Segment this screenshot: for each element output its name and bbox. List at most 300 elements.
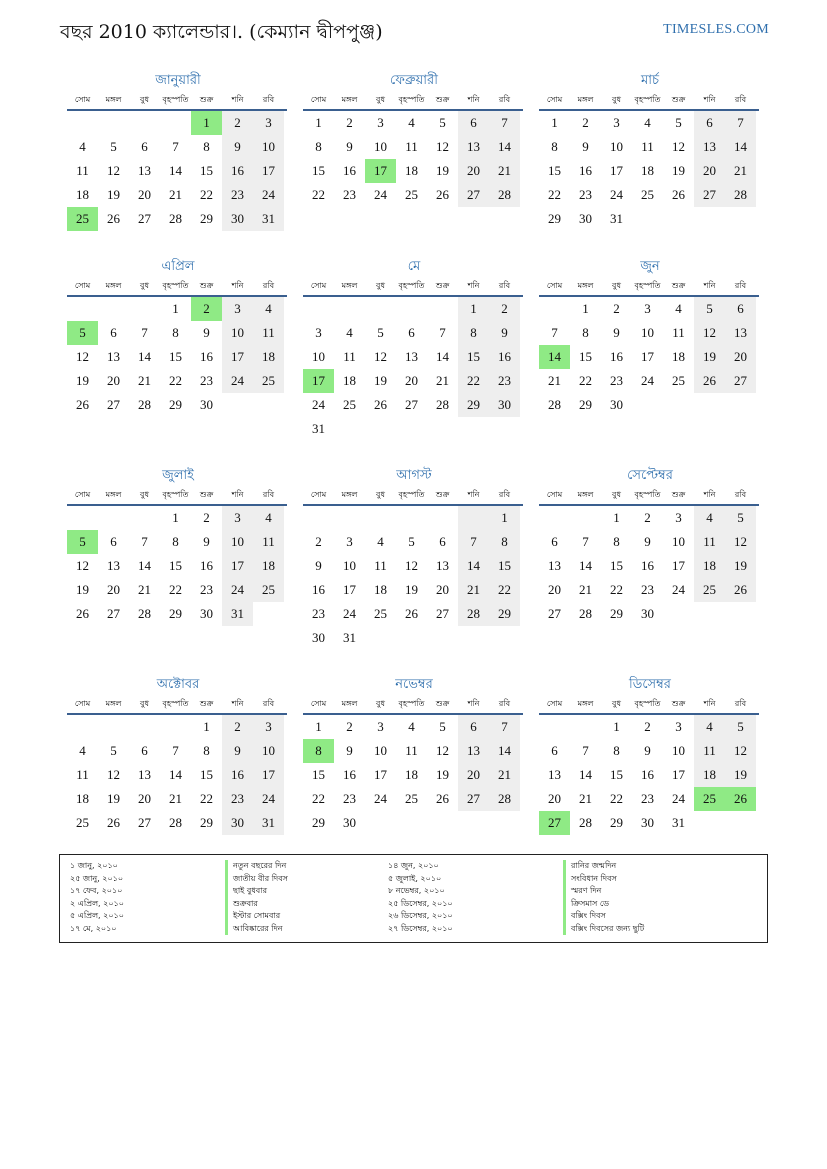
day-cell[interactable]: 6 — [694, 111, 725, 135]
day-cell[interactable]: 15 — [169, 349, 182, 364]
day-cell[interactable]: 29 — [489, 602, 520, 626]
day-cell[interactable]: 1 — [458, 297, 489, 321]
day-cell[interactable]: 28 — [579, 606, 592, 621]
day-cell[interactable]: 22 — [169, 582, 182, 597]
day-cell[interactable]: 16 — [222, 763, 253, 787]
day-cell[interactable]: 7 — [725, 111, 756, 135]
day-cell[interactable]: 26 — [76, 606, 89, 621]
day-cell[interactable]: 30 — [222, 811, 253, 835]
day-cell[interactable]: 14 — [169, 163, 182, 178]
day-cell[interactable]: 23 — [610, 373, 623, 388]
day-cell[interactable]: 18 — [405, 767, 418, 782]
day-cell[interactable]: 21 — [169, 791, 182, 806]
day-cell[interactable]: 18 — [76, 791, 89, 806]
day-cell[interactable]: 27 — [107, 397, 120, 412]
day-cell[interactable]: 3 — [675, 510, 682, 525]
day-cell[interactable]: 16 — [200, 558, 213, 573]
day-cell[interactable]: 20 — [436, 582, 449, 597]
day-cell[interactable]: 2 — [644, 510, 651, 525]
day-cell[interactable]: 27 — [539, 811, 570, 835]
day-cell[interactable]: 25 — [67, 207, 98, 231]
day-cell[interactable]: 24 — [222, 578, 253, 602]
day-cell[interactable]: 9 — [644, 534, 651, 549]
day-cell[interactable]: 29 — [458, 393, 489, 417]
day-cell[interactable]: 5 — [110, 743, 117, 758]
day-cell[interactable]: 10 — [672, 534, 685, 549]
day-cell[interactable]: 10 — [672, 743, 685, 758]
day-cell[interactable]: 31 — [312, 421, 325, 436]
day-cell[interactable]: 17 — [672, 558, 685, 573]
day-cell[interactable]: 24 — [374, 187, 387, 202]
day-cell[interactable]: 16 — [641, 558, 654, 573]
day-cell[interactable]: 19 — [76, 373, 89, 388]
day-cell[interactable]: 27 — [458, 787, 489, 811]
day-cell[interactable]: 15 — [200, 163, 213, 178]
day-cell[interactable]: 12 — [436, 743, 449, 758]
day-cell[interactable]: 9 — [489, 321, 520, 345]
day-cell[interactable]: 4 — [79, 139, 86, 154]
day-cell[interactable]: 27 — [725, 369, 756, 393]
day-cell[interactable]: 24 — [312, 397, 325, 412]
day-cell[interactable]: 5 — [67, 530, 98, 554]
day-cell[interactable]: 17 — [374, 767, 387, 782]
day-cell[interactable]: 8 — [582, 325, 589, 340]
day-cell[interactable]: 24 — [222, 369, 253, 393]
day-cell[interactable]: 24 — [672, 791, 685, 806]
day-cell[interactable]: 23 — [641, 582, 654, 597]
day-cell[interactable]: 10 — [374, 743, 387, 758]
day-cell[interactable]: 10 — [312, 349, 325, 364]
day-cell[interactable]: 25 — [374, 606, 387, 621]
day-cell[interactable]: 22 — [610, 791, 623, 806]
day-cell[interactable]: 10 — [610, 139, 623, 154]
day-cell[interactable]: 2 — [346, 719, 353, 734]
day-cell[interactable]: 13 — [107, 558, 120, 573]
day-cell[interactable]: 21 — [489, 159, 520, 183]
day-cell[interactable]: 18 — [641, 163, 654, 178]
day-cell[interactable]: 29 — [610, 606, 623, 621]
day-cell[interactable]: 12 — [694, 321, 725, 345]
day-cell[interactable]: 17 — [343, 582, 356, 597]
day-cell[interactable]: 7 — [172, 743, 179, 758]
day-cell[interactable]: 3 — [315, 325, 322, 340]
day-cell[interactable]: 5 — [439, 115, 446, 130]
day-cell[interactable]: 16 — [489, 345, 520, 369]
day-cell[interactable]: 26 — [436, 791, 449, 806]
day-cell[interactable]: 10 — [343, 558, 356, 573]
day-cell[interactable]: 30 — [489, 393, 520, 417]
day-cell[interactable]: 27 — [107, 606, 120, 621]
day-cell[interactable]: 21 — [548, 373, 561, 388]
day-cell[interactable]: 8 — [172, 534, 179, 549]
day-cell[interactable]: 5 — [725, 715, 756, 739]
day-cell[interactable]: 6 — [408, 325, 415, 340]
day-cell[interactable]: 2 — [489, 297, 520, 321]
day-cell[interactable]: 29 — [312, 815, 325, 830]
day-cell[interactable]: 21 — [725, 159, 756, 183]
day-cell[interactable]: 17 — [610, 163, 623, 178]
day-cell[interactable]: 28 — [138, 606, 151, 621]
day-cell[interactable]: 4 — [675, 301, 682, 316]
day-cell[interactable]: 19 — [76, 582, 89, 597]
day-cell[interactable]: 20 — [548, 582, 561, 597]
day-cell[interactable]: 25 — [76, 815, 89, 830]
day-cell[interactable]: 7 — [489, 111, 520, 135]
day-cell[interactable]: 17 — [222, 554, 253, 578]
day-cell[interactable]: 27 — [405, 397, 418, 412]
day-cell[interactable]: 18 — [253, 554, 284, 578]
day-cell[interactable]: 18 — [76, 187, 89, 202]
day-cell[interactable]: 7 — [172, 139, 179, 154]
day-cell[interactable]: 27 — [436, 606, 449, 621]
day-cell[interactable]: 21 — [579, 791, 592, 806]
day-cell[interactable]: 31 — [253, 207, 284, 231]
day-cell[interactable]: 26 — [405, 606, 418, 621]
day-cell[interactable]: 18 — [374, 582, 387, 597]
day-cell[interactable]: 6 — [110, 325, 117, 340]
day-cell[interactable]: 15 — [610, 767, 623, 782]
day-cell[interactable]: 15 — [312, 163, 325, 178]
day-cell[interactable]: 23 — [641, 791, 654, 806]
day-cell[interactable]: 18 — [343, 373, 356, 388]
day-cell[interactable]: 28 — [489, 183, 520, 207]
day-cell[interactable]: 25 — [343, 397, 356, 412]
day-cell[interactable]: 14 — [169, 767, 182, 782]
day-cell[interactable]: 29 — [610, 815, 623, 830]
day-cell[interactable]: 13 — [548, 767, 561, 782]
day-cell[interactable]: 11 — [641, 139, 654, 154]
day-cell[interactable]: 15 — [489, 554, 520, 578]
day-cell[interactable]: 2 — [222, 111, 253, 135]
day-cell[interactable]: 12 — [107, 163, 120, 178]
day-cell[interactable]: 26 — [107, 211, 120, 226]
day-cell[interactable]: 27 — [138, 211, 151, 226]
day-cell[interactable]: 11 — [374, 558, 387, 573]
day-cell[interactable]: 5 — [694, 297, 725, 321]
day-cell[interactable]: 10 — [374, 139, 387, 154]
day-cell[interactable]: 26 — [107, 815, 120, 830]
day-cell[interactable]: 15 — [548, 163, 561, 178]
day-cell[interactable]: 13 — [458, 135, 489, 159]
day-cell[interactable]: 2 — [222, 715, 253, 739]
day-cell[interactable]: 14 — [138, 349, 151, 364]
day-cell[interactable]: 12 — [405, 558, 418, 573]
day-cell[interactable]: 11 — [405, 743, 418, 758]
day-cell[interactable]: 3 — [377, 719, 384, 734]
day-cell[interactable]: 10 — [253, 135, 284, 159]
day-cell[interactable]: 7 — [141, 534, 148, 549]
day-cell[interactable]: 27 — [138, 815, 151, 830]
day-cell[interactable]: 10 — [222, 530, 253, 554]
day-cell[interactable]: 1 — [489, 506, 520, 530]
day-cell[interactable]: 2 — [582, 115, 589, 130]
day-cell[interactable]: 24 — [641, 373, 654, 388]
day-cell[interactable]: 21 — [138, 373, 151, 388]
day-cell[interactable]: 25 — [694, 787, 725, 811]
day-cell[interactable]: 2 — [613, 301, 620, 316]
day-cell[interactable]: 22 — [200, 187, 213, 202]
day-cell[interactable]: 24 — [253, 183, 284, 207]
day-cell[interactable]: 6 — [110, 534, 117, 549]
day-cell[interactable]: 30 — [222, 207, 253, 231]
day-cell[interactable]: 25 — [253, 578, 284, 602]
day-cell[interactable]: 15 — [610, 558, 623, 573]
day-cell[interactable]: 14 — [579, 767, 592, 782]
day-cell[interactable]: 31 — [610, 211, 623, 226]
day-cell[interactable]: 30 — [641, 815, 654, 830]
day-cell[interactable]: 8 — [551, 139, 558, 154]
day-cell[interactable]: 20 — [138, 791, 151, 806]
day-cell[interactable]: 4 — [253, 506, 284, 530]
day-cell[interactable]: 16 — [200, 349, 213, 364]
day-cell[interactable]: 5 — [377, 325, 384, 340]
day-cell[interactable]: 23 — [343, 791, 356, 806]
day-cell[interactable]: 15 — [312, 767, 325, 782]
day-cell[interactable]: 18 — [253, 345, 284, 369]
day-cell[interactable]: 8 — [489, 530, 520, 554]
day-cell[interactable]: 7 — [551, 325, 558, 340]
day-cell[interactable]: 3 — [613, 115, 620, 130]
day-cell[interactable]: 5 — [110, 139, 117, 154]
day-cell[interactable]: 1 — [551, 115, 558, 130]
day-cell[interactable]: 5 — [675, 115, 682, 130]
day-cell[interactable]: 1 — [172, 510, 179, 525]
day-cell[interactable]: 13 — [138, 767, 151, 782]
day-cell[interactable]: 28 — [725, 183, 756, 207]
day-cell[interactable]: 28 — [579, 815, 592, 830]
day-cell[interactable]: 11 — [76, 163, 89, 178]
day-cell[interactable]: 23 — [222, 787, 253, 811]
day-cell[interactable]: 7 — [439, 325, 446, 340]
day-cell[interactable]: 14 — [436, 349, 449, 364]
day-cell[interactable]: 28 — [458, 602, 489, 626]
day-cell[interactable]: 26 — [672, 187, 685, 202]
day-cell[interactable]: 13 — [405, 349, 418, 364]
day-cell[interactable]: 12 — [107, 767, 120, 782]
day-cell[interactable]: 9 — [222, 739, 253, 763]
day-cell[interactable]: 19 — [436, 163, 449, 178]
day-cell[interactable]: 1 — [613, 510, 620, 525]
day-cell[interactable]: 12 — [725, 530, 756, 554]
day-cell[interactable]: 16 — [579, 163, 592, 178]
day-cell[interactable]: 21 — [436, 373, 449, 388]
day-cell[interactable]: 9 — [644, 743, 651, 758]
day-cell[interactable]: 2 — [191, 297, 222, 321]
day-cell[interactable]: 7 — [458, 530, 489, 554]
day-cell[interactable]: 12 — [436, 139, 449, 154]
day-cell[interactable]: 30 — [579, 211, 592, 226]
day-cell[interactable]: 13 — [725, 321, 756, 345]
day-cell[interactable]: 4 — [694, 506, 725, 530]
day-cell[interactable]: 31 — [343, 630, 356, 645]
day-cell[interactable]: 26 — [725, 578, 756, 602]
day-cell[interactable]: 28 — [436, 397, 449, 412]
day-cell[interactable]: 1 — [191, 111, 222, 135]
day-cell[interactable]: 4 — [253, 297, 284, 321]
day-cell[interactable]: 10 — [641, 325, 654, 340]
day-cell[interactable]: 9 — [346, 743, 353, 758]
day-cell[interactable]: 30 — [312, 630, 325, 645]
day-cell[interactable]: 4 — [377, 534, 384, 549]
day-cell[interactable]: 23 — [222, 183, 253, 207]
day-cell[interactable]: 25 — [694, 578, 725, 602]
day-cell[interactable]: 23 — [343, 187, 356, 202]
day-cell[interactable]: 5 — [408, 534, 415, 549]
day-cell[interactable]: 19 — [107, 187, 120, 202]
day-cell[interactable]: 24 — [610, 187, 623, 202]
day-cell[interactable]: 30 — [200, 397, 213, 412]
day-cell[interactable]: 7 — [141, 325, 148, 340]
day-cell[interactable]: 25 — [641, 187, 654, 202]
day-cell[interactable]: 20 — [694, 159, 725, 183]
day-cell[interactable]: 7 — [489, 715, 520, 739]
day-cell[interactable]: 4 — [408, 719, 415, 734]
day-cell[interactable]: 5 — [67, 321, 98, 345]
day-cell[interactable]: 29 — [548, 211, 561, 226]
day-cell[interactable]: 10 — [222, 321, 253, 345]
day-cell[interactable]: 29 — [200, 815, 213, 830]
day-cell[interactable]: 2 — [315, 534, 322, 549]
day-cell[interactable]: 29 — [200, 211, 213, 226]
day-cell[interactable]: 19 — [672, 163, 685, 178]
day-cell[interactable]: 16 — [343, 767, 356, 782]
day-cell[interactable]: 1 — [203, 719, 210, 734]
day-cell[interactable]: 23 — [579, 187, 592, 202]
day-cell[interactable]: 4 — [694, 715, 725, 739]
day-cell[interactable]: 17 — [365, 159, 396, 183]
day-cell[interactable]: 21 — [458, 578, 489, 602]
day-cell[interactable]: 24 — [343, 606, 356, 621]
day-cell[interactable]: 17 — [253, 159, 284, 183]
day-cell[interactable]: 29 — [169, 606, 182, 621]
day-cell[interactable]: 24 — [374, 791, 387, 806]
day-cell[interactable]: 11 — [253, 530, 284, 554]
day-cell[interactable]: 12 — [672, 139, 685, 154]
day-cell[interactable]: 11 — [694, 739, 725, 763]
day-cell[interactable]: 27 — [548, 606, 561, 621]
day-cell[interactable]: 28 — [489, 787, 520, 811]
day-cell[interactable]: 1 — [613, 719, 620, 734]
day-cell[interactable]: 8 — [613, 534, 620, 549]
day-cell[interactable]: 21 — [579, 582, 592, 597]
day-cell[interactable]: 8 — [315, 139, 322, 154]
day-cell[interactable]: 2 — [644, 719, 651, 734]
day-cell[interactable]: 5 — [439, 719, 446, 734]
day-cell[interactable]: 23 — [200, 582, 213, 597]
day-cell[interactable]: 31 — [672, 815, 685, 830]
day-cell[interactable]: 26 — [436, 187, 449, 202]
day-cell[interactable]: 2 — [203, 510, 210, 525]
day-cell[interactable]: 6 — [439, 534, 446, 549]
day-cell[interactable]: 1 — [582, 301, 589, 316]
day-cell[interactable]: 9 — [315, 558, 322, 573]
day-cell[interactable]: 14 — [579, 558, 592, 573]
day-cell[interactable]: 23 — [312, 606, 325, 621]
day-cell[interactable]: 30 — [641, 606, 654, 621]
day-cell[interactable]: 21 — [169, 187, 182, 202]
day-cell[interactable]: 11 — [405, 139, 418, 154]
day-cell[interactable]: 3 — [253, 715, 284, 739]
day-cell[interactable]: 22 — [610, 582, 623, 597]
day-cell[interactable]: 17 — [253, 763, 284, 787]
day-cell[interactable]: 9 — [613, 325, 620, 340]
day-cell[interactable]: 9 — [346, 139, 353, 154]
day-cell[interactable]: 7 — [582, 743, 589, 758]
day-cell[interactable]: 4 — [79, 743, 86, 758]
day-cell[interactable]: 8 — [203, 139, 210, 154]
day-cell[interactable]: 17 — [641, 349, 654, 364]
day-cell[interactable]: 20 — [138, 187, 151, 202]
day-cell[interactable]: 26 — [725, 787, 756, 811]
day-cell[interactable]: 14 — [539, 345, 570, 369]
day-cell[interactable]: 12 — [374, 349, 387, 364]
day-cell[interactable]: 12 — [76, 558, 89, 573]
day-cell[interactable]: 28 — [169, 815, 182, 830]
day-cell[interactable]: 22 — [312, 791, 325, 806]
day-cell[interactable]: 19 — [694, 345, 725, 369]
day-cell[interactable]: 27 — [458, 183, 489, 207]
day-cell[interactable]: 6 — [458, 715, 489, 739]
day-cell[interactable]: 22 — [312, 187, 325, 202]
day-cell[interactable]: 13 — [436, 558, 449, 573]
day-cell[interactable]: 13 — [107, 349, 120, 364]
day-cell[interactable]: 2 — [346, 115, 353, 130]
day-cell[interactable]: 17 — [303, 369, 334, 393]
day-cell[interactable]: 16 — [343, 163, 356, 178]
day-cell[interactable]: 1 — [172, 301, 179, 316]
day-cell[interactable]: 10 — [253, 739, 284, 763]
day-cell[interactable]: 4 — [408, 115, 415, 130]
day-cell[interactable]: 8 — [203, 743, 210, 758]
day-cell[interactable]: 22 — [458, 369, 489, 393]
day-cell[interactable]: 26 — [694, 369, 725, 393]
day-cell[interactable]: 13 — [548, 558, 561, 573]
day-cell[interactable]: 22 — [200, 791, 213, 806]
day-cell[interactable]: 3 — [675, 719, 682, 734]
day-cell[interactable]: 3 — [377, 115, 384, 130]
day-cell[interactable]: 9 — [203, 534, 210, 549]
day-cell[interactable]: 14 — [725, 135, 756, 159]
day-cell[interactable]: 25 — [672, 373, 685, 388]
day-cell[interactable]: 24 — [253, 787, 284, 811]
day-cell[interactable]: 6 — [141, 139, 148, 154]
day-cell[interactable]: 21 — [489, 763, 520, 787]
day-cell[interactable]: 21 — [138, 582, 151, 597]
day-cell[interactable]: 16 — [641, 767, 654, 782]
day-cell[interactable]: 6 — [458, 111, 489, 135]
day-cell[interactable]: 4 — [346, 325, 353, 340]
day-cell[interactable]: 13 — [458, 739, 489, 763]
day-cell[interactable]: 1 — [315, 719, 322, 734]
day-cell[interactable]: 20 — [107, 582, 120, 597]
day-cell[interactable]: 14 — [138, 558, 151, 573]
day-cell[interactable]: 23 — [489, 369, 520, 393]
day-cell[interactable]: 8 — [613, 743, 620, 758]
day-cell[interactable]: 6 — [551, 743, 558, 758]
day-cell[interactable]: 14 — [489, 135, 520, 159]
day-cell[interactable]: 3 — [253, 111, 284, 135]
day-cell[interactable]: 8 — [172, 325, 179, 340]
day-cell[interactable]: 24 — [672, 582, 685, 597]
day-cell[interactable]: 25 — [405, 791, 418, 806]
day-cell[interactable]: 16 — [222, 159, 253, 183]
day-cell[interactable]: 14 — [458, 554, 489, 578]
day-cell[interactable]: 6 — [141, 743, 148, 758]
day-cell[interactable]: 13 — [694, 135, 725, 159]
day-cell[interactable]: 13 — [138, 163, 151, 178]
day-cell[interactable]: 19 — [405, 582, 418, 597]
day-cell[interactable]: 18 — [694, 763, 725, 787]
